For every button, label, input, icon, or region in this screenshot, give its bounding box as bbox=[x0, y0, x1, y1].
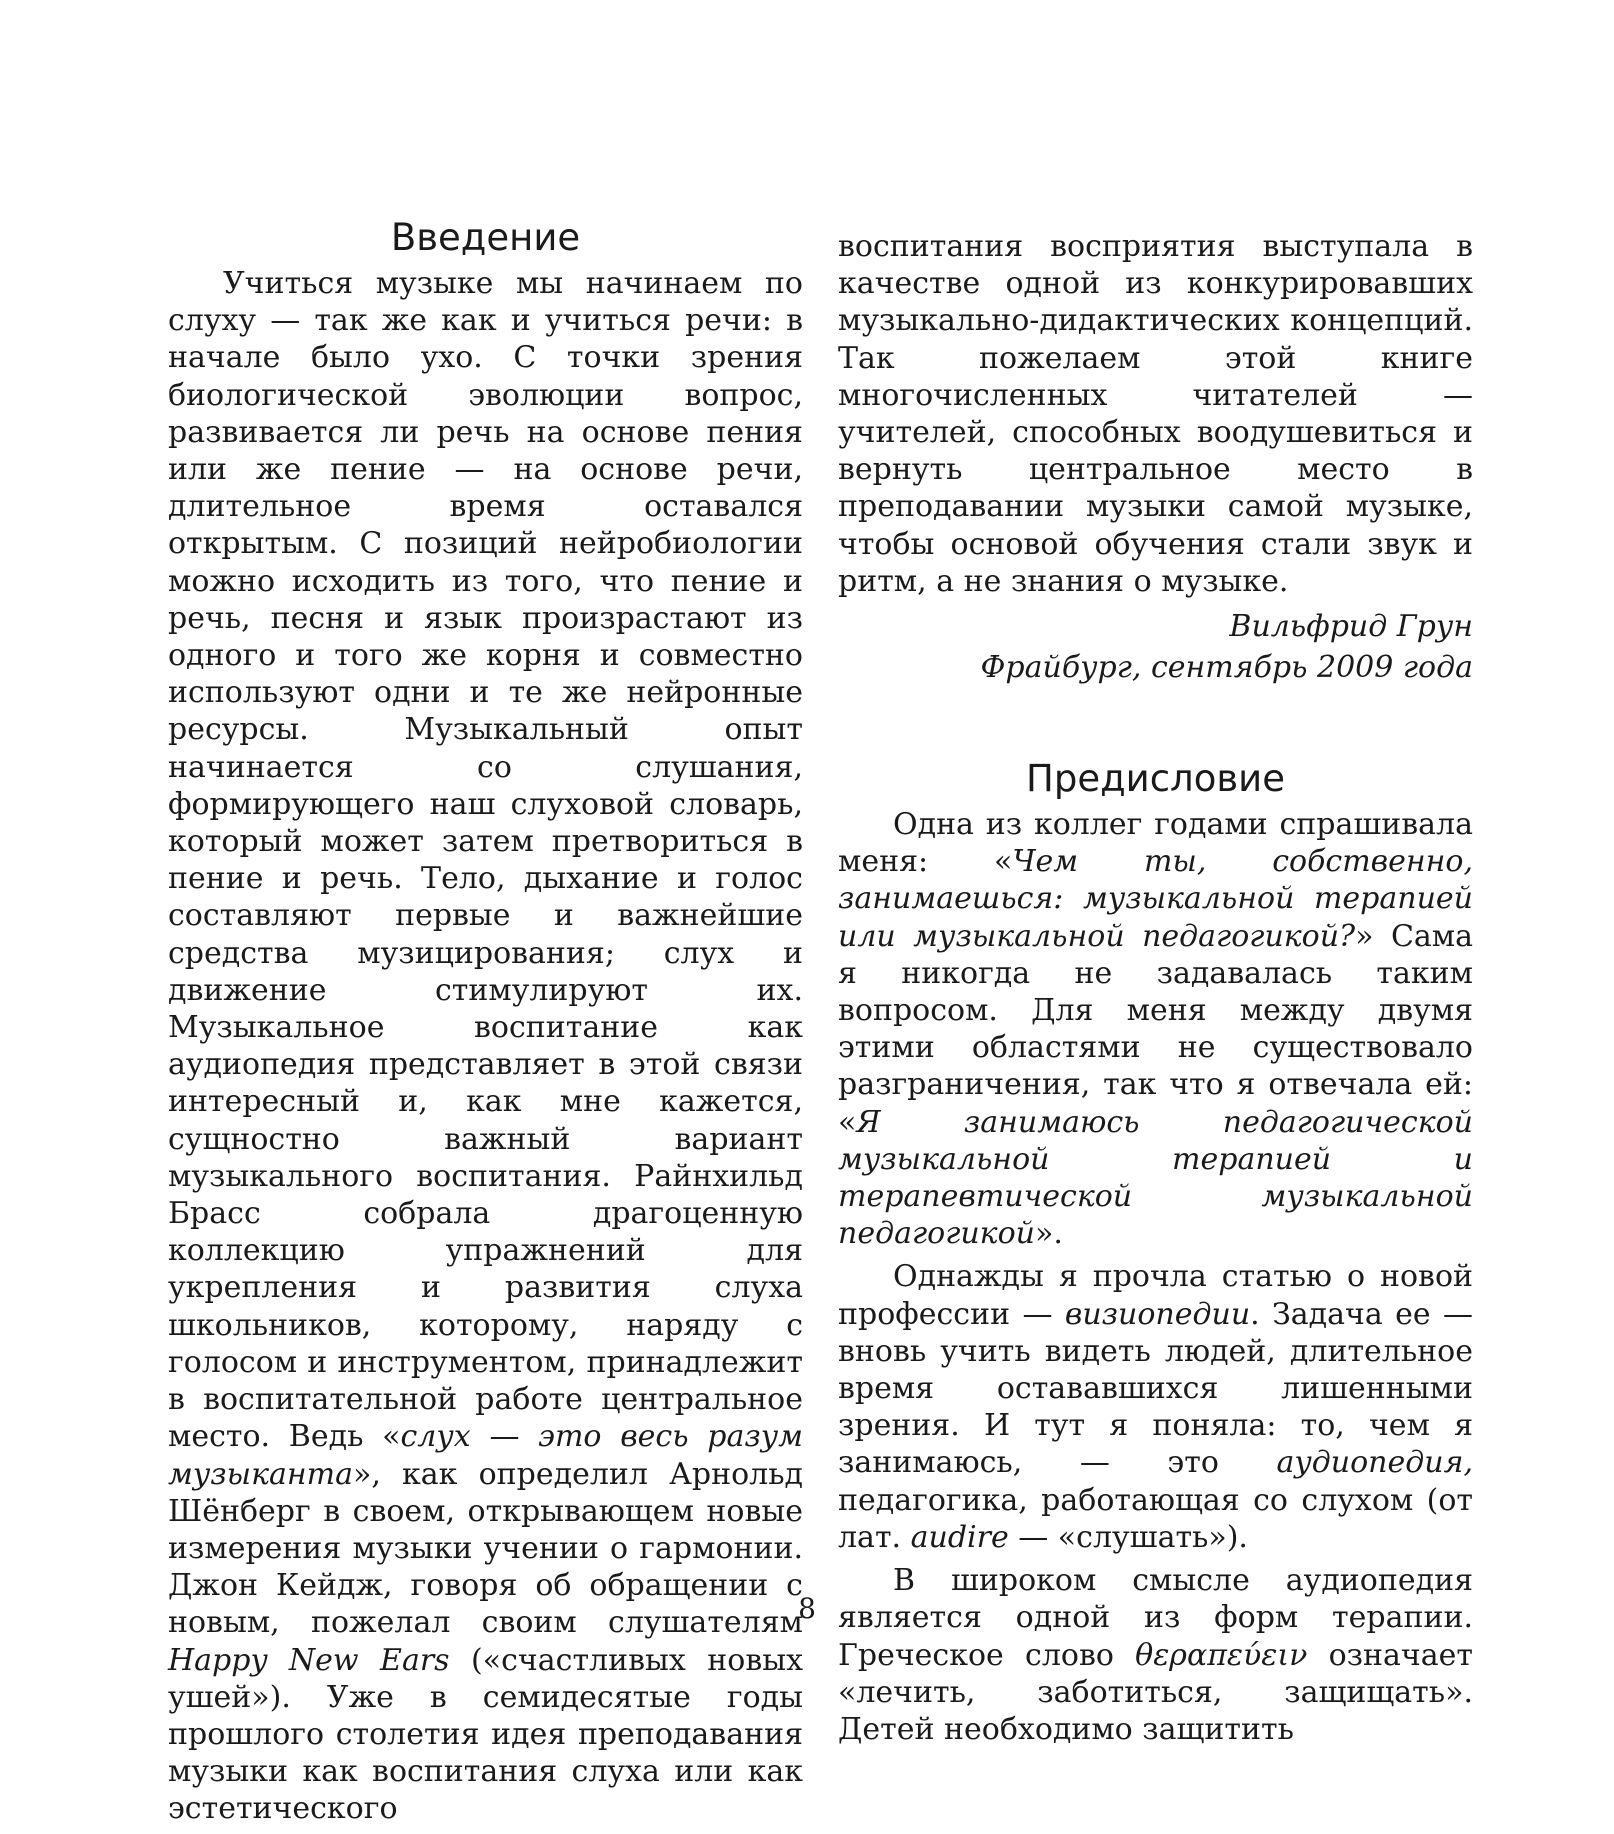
preface-paragraph-3 bbox=[838, 1562, 1473, 1748]
p3-greek-word: θεραπεύειν bbox=[1135, 1637, 1308, 1673]
p2-term-visiopedia: визиопедии bbox=[1064, 1296, 1251, 1332]
signature-place-date: Фрайбург, сентябрь 2009 года bbox=[980, 650, 1473, 686]
p1-text-3: ». bbox=[1034, 1216, 1063, 1252]
signature-name: Вильфрид Грун bbox=[1229, 609, 1473, 645]
p2-term-audiopedia: аудиопедия, bbox=[1276, 1445, 1473, 1481]
p3-text-2: означает «лечить, заботиться, защищать». Детей необходимо защитить bbox=[838, 1637, 1473, 1747]
p2-term-audire: audire bbox=[910, 1519, 1009, 1555]
introduction-continuation: воспитания восприятия выступала в качестве одной из конкурировавших музыкально-дидактических концепций. Так пожелаем этой книге многочисленных читателей — учителей, способных воодушевиться и вернуть центральное место в преподавании музыки самой музыке, чтобы основой обучения стали звук и ритм, а не знания о музыке. bbox=[838, 229, 1473, 599]
preface-paragraph-1 bbox=[838, 806, 1473, 1252]
right-column bbox=[838, 228, 1473, 1754]
p2-text-4: — «слушать»). bbox=[1008, 1519, 1248, 1555]
p1-text-2: » Сама я никогда не задавалась таким вопросом. Для меня между двумя этими областями не существовало разграничения, так что я отвечала ей: « bbox=[838, 918, 1473, 1140]
section-heading-preface: Предисловие bbox=[1026, 757, 1285, 801]
p1-text-1: Одна из коллег годами спрашивала меня: « bbox=[838, 807, 1473, 880]
preface-paragraph-2 bbox=[838, 1258, 1473, 1556]
intro-text-2: », как определил Арнольд Шёнберг в своем, открывающем новые измерения музыки учении о гармонии. Джон Кейдж, говоря об обращении с новым, пожелал своим слушателям bbox=[168, 1456, 803, 1641]
intro-text-3: («счастливых новых ушей»). Уже в семидесятые годы прошлого столетия идея преподавания музыки как воспитания слуха или как эстетического bbox=[168, 1642, 803, 1827]
p3-text-1: В широком смысле аудиопедия является одной из форм терапии. Греческое слово bbox=[838, 1563, 1473, 1673]
intro-quote-cage: Happy New Ears bbox=[168, 1642, 450, 1678]
p2-text-3: педагогика, работающая со слухом (от лат. bbox=[838, 1482, 1473, 1555]
section-heading-introduction: Введение bbox=[390, 216, 581, 259]
page-number: 8 bbox=[798, 1592, 816, 1625]
p1-quote-answer: Я занимаюсь педагогической музыкальной терапией и терапевтической музыкальной педагогикой bbox=[838, 1104, 1473, 1252]
intro-text-1: Учиться музыке мы начинаем по слуху — так же как и учиться речи: в начале было ухо. С точки зрения биологической эволюции вопрос, развивается ли речь на основе пения или же пение — на основе речи, длительное время оставался открытым. С позиций нейробиологии можно исходить из того, что пение и речь, песня и язык произрастают из одного и того же корня и совместно используют одни и те же нейронные ресурсы. Музыкальный опыт начинается со слушания, формирующего наш слуховой словарь, который может затем претвориться в пение и речь. Тело, дыхание и голос составляют первые и важнейшие средства музицирования; слух и движение стимулируют их. Музыкальное воспитание как аудиопедия представляет в этой связи интересный и, как мне кажется, сущностно важный вариант музыкального воспитания. Райнхильд Брасс собрала драгоценную коллекцию упражнений для укрепления и развития слуха школьников, которому, наряду с голосом и инструментом, принадлежит в воспитательной работе центральное место. Ведь « bbox=[168, 266, 803, 1455]
intro-quote-schoenberg: слух — это весь разум музыканта bbox=[168, 1419, 803, 1492]
p2-text-1: Однажды я прочла статью о новой профессии — bbox=[838, 1259, 1473, 1332]
p2-text-2: . Задача ее — вновь учить видеть людей, длительное время остававшихся лишенными зрения. И тут я поняла: то, чем я занимаюсь, — это bbox=[838, 1296, 1473, 1481]
signature-block bbox=[838, 606, 1473, 688]
p1-quote-question: Чем ты, собственно, занимаешься: музыкальной терапией или музыкальной педагогикой? bbox=[838, 844, 1474, 954]
left-column bbox=[168, 215, 803, 1834]
